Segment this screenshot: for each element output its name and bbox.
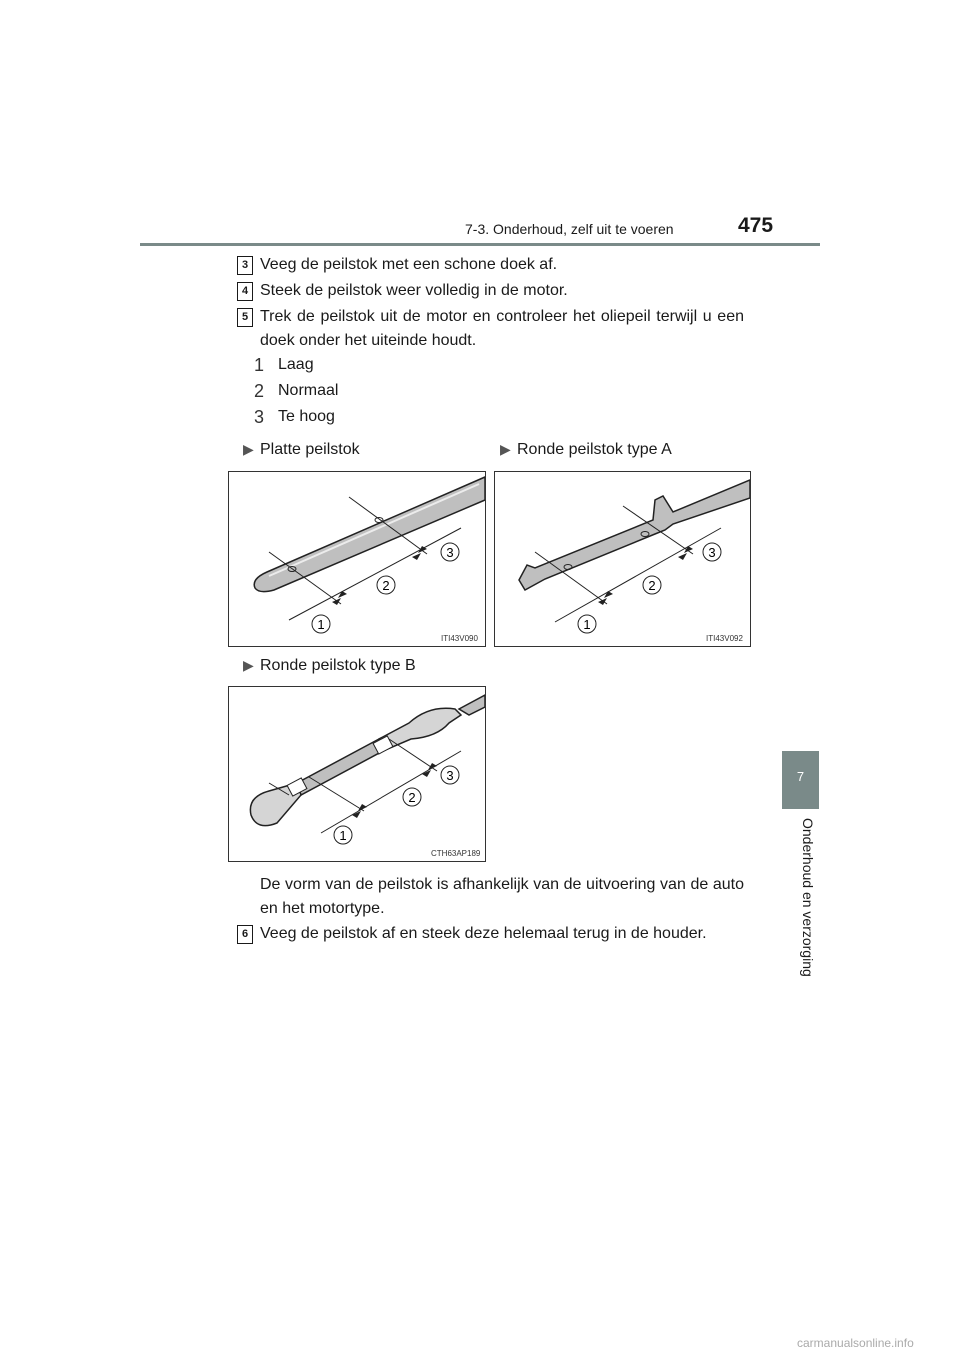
section-title: 7-3. Onderhoud, zelf uit te voeren bbox=[465, 221, 674, 237]
triangle-bullet-icon: ▶ bbox=[500, 441, 511, 457]
step-6-text: Veeg de peilstok af en steek deze helemaal terug in de houder. bbox=[260, 925, 707, 942]
step-4-text: Steek de peilstok weer volledig in de motor. bbox=[260, 282, 568, 299]
figure-round-dipstick-b bbox=[228, 686, 486, 862]
level-low: Laag bbox=[278, 356, 314, 373]
triangle-bullet-icon: ▶ bbox=[243, 441, 254, 457]
step-5-text: Trek de peilstok uit de motor en controleer het oliepeil terwijl u een doek onder het uiteinde houdt. bbox=[260, 308, 744, 349]
marker-2: 2 bbox=[382, 578, 390, 593]
figure-title-round-b: Ronde peilstok type B bbox=[260, 657, 416, 674]
marker-1: 1 bbox=[254, 355, 265, 375]
marker-3: 3 bbox=[446, 768, 454, 783]
level-normal: Normaal bbox=[278, 382, 339, 399]
marker-3: 3 bbox=[254, 407, 265, 427]
figure-round-dipstick-a bbox=[494, 471, 751, 647]
step-3-text: Veeg de peilstok met een schone doek af. bbox=[260, 256, 558, 273]
marker-2: 2 bbox=[408, 790, 416, 805]
step-number-5: 5 bbox=[237, 308, 253, 327]
step-number-3: 3 bbox=[237, 256, 253, 275]
figure-code: CTH63AP189 bbox=[431, 849, 481, 858]
marker-1: 1 bbox=[317, 617, 325, 632]
triangle-bullet-icon: ▶ bbox=[243, 657, 254, 673]
level-high: Te hoog bbox=[278, 408, 335, 425]
marker-2: 2 bbox=[648, 578, 656, 593]
figure-code: ITI43V090 bbox=[441, 634, 478, 643]
chapter-label: Onderhoud en verzorging bbox=[800, 818, 816, 977]
page-number: 475 bbox=[738, 214, 774, 237]
header-rule bbox=[140, 243, 820, 246]
marker-3: 3 bbox=[708, 545, 716, 560]
marker-3: 3 bbox=[446, 545, 454, 560]
chapter-tab[interactable]: 7 bbox=[782, 751, 819, 809]
marker-2: 2 bbox=[254, 381, 265, 401]
marker-1: 1 bbox=[583, 617, 591, 632]
figure-title-round-a: Ronde peilstok type A bbox=[517, 441, 672, 458]
figure-title-flat: Platte peilstok bbox=[260, 441, 360, 458]
figure-flat-dipstick bbox=[228, 471, 486, 647]
footer-watermark[interactable]: carmanualsonline.info bbox=[797, 1336, 914, 1350]
marker-1: 1 bbox=[339, 828, 347, 843]
figure-code: ITI43V092 bbox=[706, 634, 743, 643]
step-number-6: 6 bbox=[237, 925, 253, 944]
note-text: De vorm van de peilstok is afhankelijk van de uitvoering van de auto en het motortype. bbox=[260, 876, 744, 917]
step-number-4: 4 bbox=[237, 282, 253, 301]
